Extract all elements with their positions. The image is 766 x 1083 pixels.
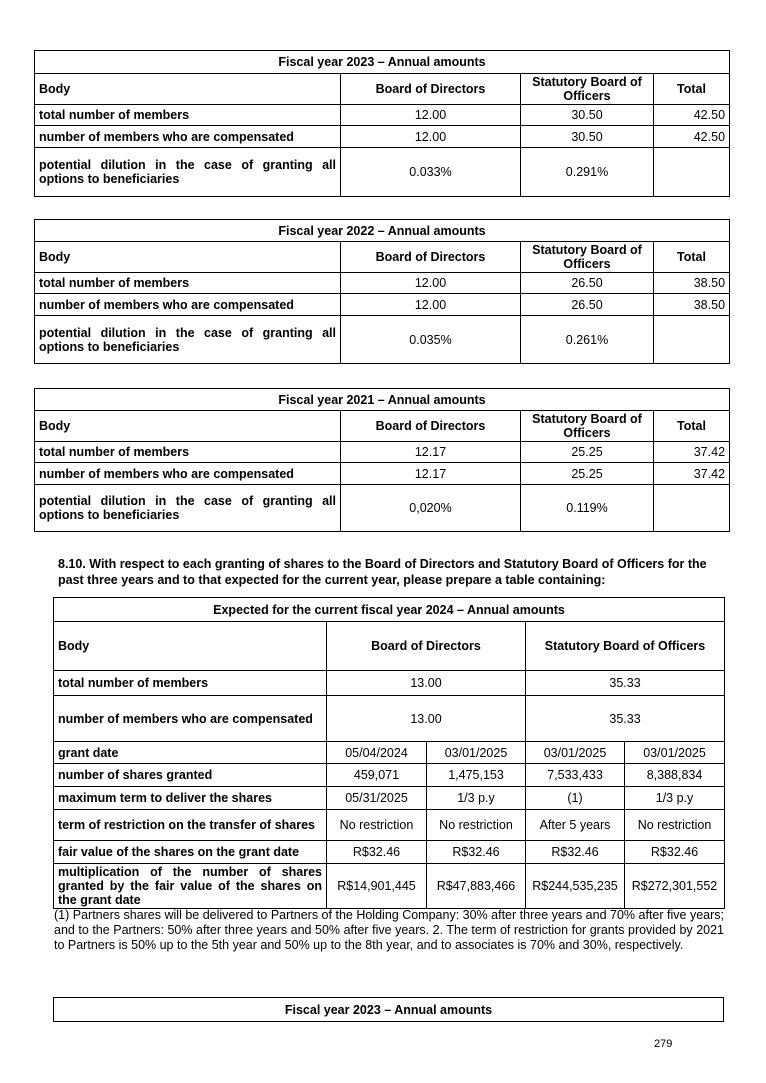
table-fy2023-next	[53, 997, 724, 1022]
value-bod: 0.035%	[341, 316, 521, 364]
page-number: 279	[654, 1038, 673, 1050]
row-label: total number of members	[35, 442, 341, 463]
table-fy2023	[34, 50, 730, 197]
value-cell: R$272,301,552	[625, 864, 725, 909]
value-sbo: 0.261%	[521, 316, 654, 364]
value-bod: 12.00	[341, 294, 521, 316]
table-fy2021	[34, 388, 730, 532]
header-statutory-board: Statutory Board of Officers	[521, 242, 654, 273]
header-board-of-directors: Board of Directors	[327, 622, 526, 671]
value-total	[654, 316, 730, 364]
value-sbo: 26.50	[521, 273, 654, 294]
row-label: term of restriction on the transfer of shares	[54, 810, 327, 841]
value-total: 42.50	[654, 126, 730, 148]
header-body: Body	[35, 242, 341, 273]
value-bod: 12.00	[341, 105, 521, 126]
table-title: Fiscal year 2023 – Annual amounts	[35, 51, 730, 74]
value-cell: 1/3 p.y	[427, 787, 526, 810]
value-cell: After 5 years	[526, 810, 625, 841]
header-body: Body	[35, 411, 341, 442]
header-body: Body	[35, 74, 341, 105]
row-label: potential dilution in the case of granting all options to beneficiaries	[35, 485, 341, 532]
value-bod: 12.00	[341, 126, 521, 148]
value-cell: R$14,901,445	[327, 864, 427, 909]
row-label: grant date	[54, 742, 327, 764]
value-cell: 03/01/2025	[526, 742, 625, 764]
table-fy2022	[34, 219, 730, 364]
value-cell: 03/01/2025	[427, 742, 526, 764]
value-bod: 13.00	[327, 671, 526, 696]
value-sbo: 0.291%	[521, 148, 654, 197]
value-bod: 12.00	[341, 273, 521, 294]
header-statutory-board: Statutory Board of Officers	[526, 622, 725, 671]
value-sbo: 30.50	[521, 126, 654, 148]
value-cell: 1,475,153	[427, 764, 526, 787]
row-label: number of members who are compensated	[35, 463, 341, 485]
value-cell: 7,533,433	[526, 764, 625, 787]
row-label: number of members who are compensated	[35, 294, 341, 316]
table-title: Fiscal year 2021 – Annual amounts	[35, 389, 730, 411]
header-body: Body	[54, 622, 327, 671]
value-sbo: 25.25	[521, 442, 654, 463]
value-cell: No restriction	[427, 810, 526, 841]
value-cell: R$32.46	[427, 841, 526, 864]
value-cell: R$32.46	[526, 841, 625, 864]
value-cell: 05/04/2024	[327, 742, 427, 764]
value-cell: R$32.46	[327, 841, 427, 864]
value-cell: 05/31/2025	[327, 787, 427, 810]
value-sbo: 0.119%	[521, 485, 654, 532]
table-title: Fiscal year 2022 – Annual amounts	[35, 220, 730, 242]
row-label: maximum term to deliver the shares	[54, 787, 327, 810]
header-statutory-board: Statutory Board of Officers	[521, 74, 654, 105]
header-total: Total	[654, 411, 730, 442]
header-board-of-directors: Board of Directors	[341, 411, 521, 442]
value-sbo: 35.33	[526, 671, 725, 696]
row-label: fair value of the shares on the grant date	[54, 841, 327, 864]
value-cell: 8,388,834	[625, 764, 725, 787]
value-total: 42.50	[654, 105, 730, 126]
header-statutory-board: Statutory Board of Officers	[521, 411, 654, 442]
table-title: Expected for the current fiscal year 2024 – Annual amounts	[54, 598, 725, 622]
header-total: Total	[654, 74, 730, 105]
value-bod: 12.17	[341, 442, 521, 463]
value-cell: R$244,535,235	[526, 864, 625, 909]
value-cell: R$47,883,466	[427, 864, 526, 909]
row-label: number of shares granted	[54, 764, 327, 787]
value-total	[654, 485, 730, 532]
value-cell: (1)	[526, 787, 625, 810]
value-sbo: 25.25	[521, 463, 654, 485]
table-expected-2024	[53, 597, 725, 909]
value-total: 37.42	[654, 442, 730, 463]
value-bod: 13.00	[327, 696, 526, 742]
value-sbo: 30.50	[521, 105, 654, 126]
value-bod: 0,020%	[341, 485, 521, 532]
row-label: total number of members	[35, 105, 341, 126]
row-label: number of members who are compensated	[54, 696, 327, 742]
section-heading: 8.10. With respect to each granting of shares to the Board of Directors and Statutory Board of Officers for the past three years and to that expected for the current year, please prepare a table containing:	[58, 557, 707, 587]
row-label: potential dilution in the case of granting all options to beneficiaries	[35, 148, 341, 197]
value-sbo: 35.33	[526, 696, 725, 742]
value-cell: No restriction	[327, 810, 427, 841]
value-cell: 1/3 p.y	[625, 787, 725, 810]
row-label: potential dilution in the case of granting all options to beneficiaries	[35, 316, 341, 364]
value-bod: 0.033%	[341, 148, 521, 197]
value-bod: 12.17	[341, 463, 521, 485]
header-board-of-directors: Board of Directors	[341, 242, 521, 273]
value-cell: 03/01/2025	[625, 742, 725, 764]
row-label: number of members who are compensated	[35, 126, 341, 148]
value-total	[654, 148, 730, 197]
value-cell: R$32.46	[625, 841, 725, 864]
row-label: multiplication of the number of shares granted by the fair value of the shares on the grant date	[54, 864, 327, 909]
header-total: Total	[654, 242, 730, 273]
row-label: total number of members	[54, 671, 327, 696]
table-title: Fiscal year 2023 – Annual amounts	[54, 998, 724, 1022]
value-total: 38.50	[654, 294, 730, 316]
value-total: 38.50	[654, 273, 730, 294]
value-sbo: 26.50	[521, 294, 654, 316]
footnote: (1) Partners shares will be delivered to Partners of the Holding Company: 30% after three years and 70% after five years; and to the Partners: 50% after three years and 50% after five years. 2. The term of restriction for grants provided by 2021 to Partners is 50% up to the 5th year and 50% up to the 8th year, and to associates is 70% and 30%, respectively.	[54, 908, 724, 952]
value-cell: No restriction	[625, 810, 725, 841]
value-total: 37.42	[654, 463, 730, 485]
header-board-of-directors: Board of Directors	[341, 74, 521, 105]
row-label: total number of members	[35, 273, 341, 294]
value-cell: 459,071	[327, 764, 427, 787]
